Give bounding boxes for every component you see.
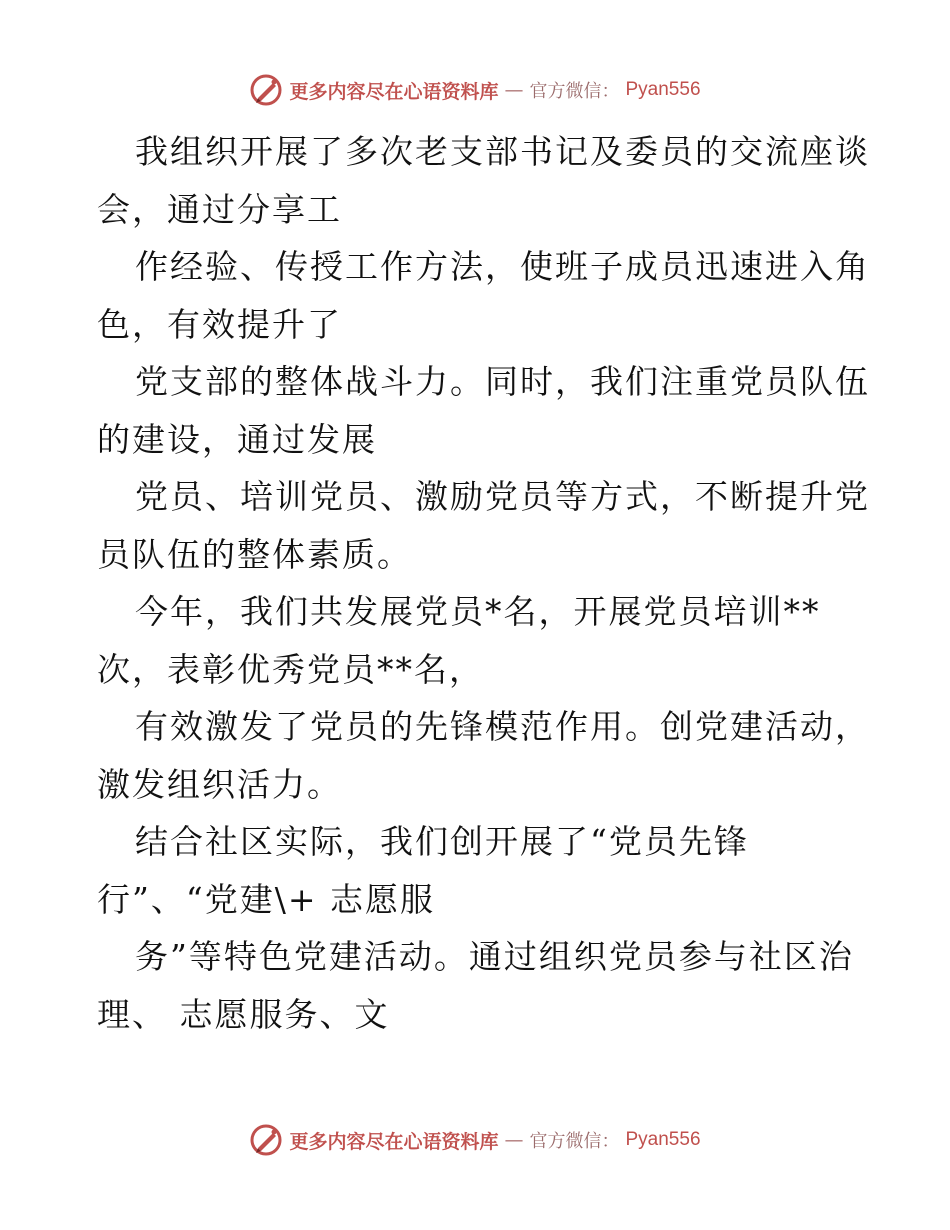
body-line: 今年，我们共发展党员*名，开展党员培训** — [135, 592, 821, 631]
body-line: 党支部的整体战斗力。同时，我们注重党员队伍 — [135, 362, 870, 401]
body-line: 我组织开展了多次老支部书记及委员的交流座谈 — [135, 132, 870, 171]
watermark-wechat-id: Pyan556 — [625, 79, 701, 100]
body-line: 员队伍的整体素质。 — [97, 534, 412, 574]
body-line: 务”等特色党建活动。通过组织党员参与社区治 — [135, 937, 854, 976]
body-line: 有效激发了党员的先锋模范作用。创党建活动， — [135, 707, 870, 746]
watermark-text: 更多内容尽在心语资料库 — [289, 80, 499, 103]
body-line: 结合社区实际，我们创开展了“党员先锋 — [135, 822, 749, 861]
watermark-official-label: 官方微信： — [529, 1131, 620, 1152]
watermark-official-label: 官方微信： — [529, 81, 620, 102]
body-line: 的建设，通过发展 — [97, 419, 377, 459]
body-line: 激发组织活力。 — [97, 764, 342, 804]
body-line: 色，有效提升了 — [97, 304, 342, 344]
body-line: 党员、培训党员、激励党员等方式，不断提升党 — [135, 477, 870, 516]
body-line: 会，通过分享工 — [97, 189, 342, 229]
watermark-wechat-id: Pyan556 — [625, 1129, 701, 1150]
pen-logo-icon — [249, 73, 283, 107]
watermark-dash: — — [504, 1129, 524, 1151]
pen-logo-icon — [249, 1123, 283, 1157]
document-body — [97, 123, 870, 1043]
body-line: 次，表彰优秀党员**名， — [97, 649, 484, 689]
footer-watermark — [0, 1120, 950, 1160]
body-line: 作经验、传授工作方法，使班子成员迅速进入角 — [135, 247, 870, 286]
body-line: 理、 志愿服务、文 — [97, 994, 390, 1034]
watermark-dash: — — [504, 79, 524, 101]
watermark-text: 更多内容尽在心语资料库 — [289, 1130, 499, 1153]
body-line: 行”、“党建\+ 志愿服 — [97, 879, 435, 919]
header-watermark — [0, 70, 950, 110]
